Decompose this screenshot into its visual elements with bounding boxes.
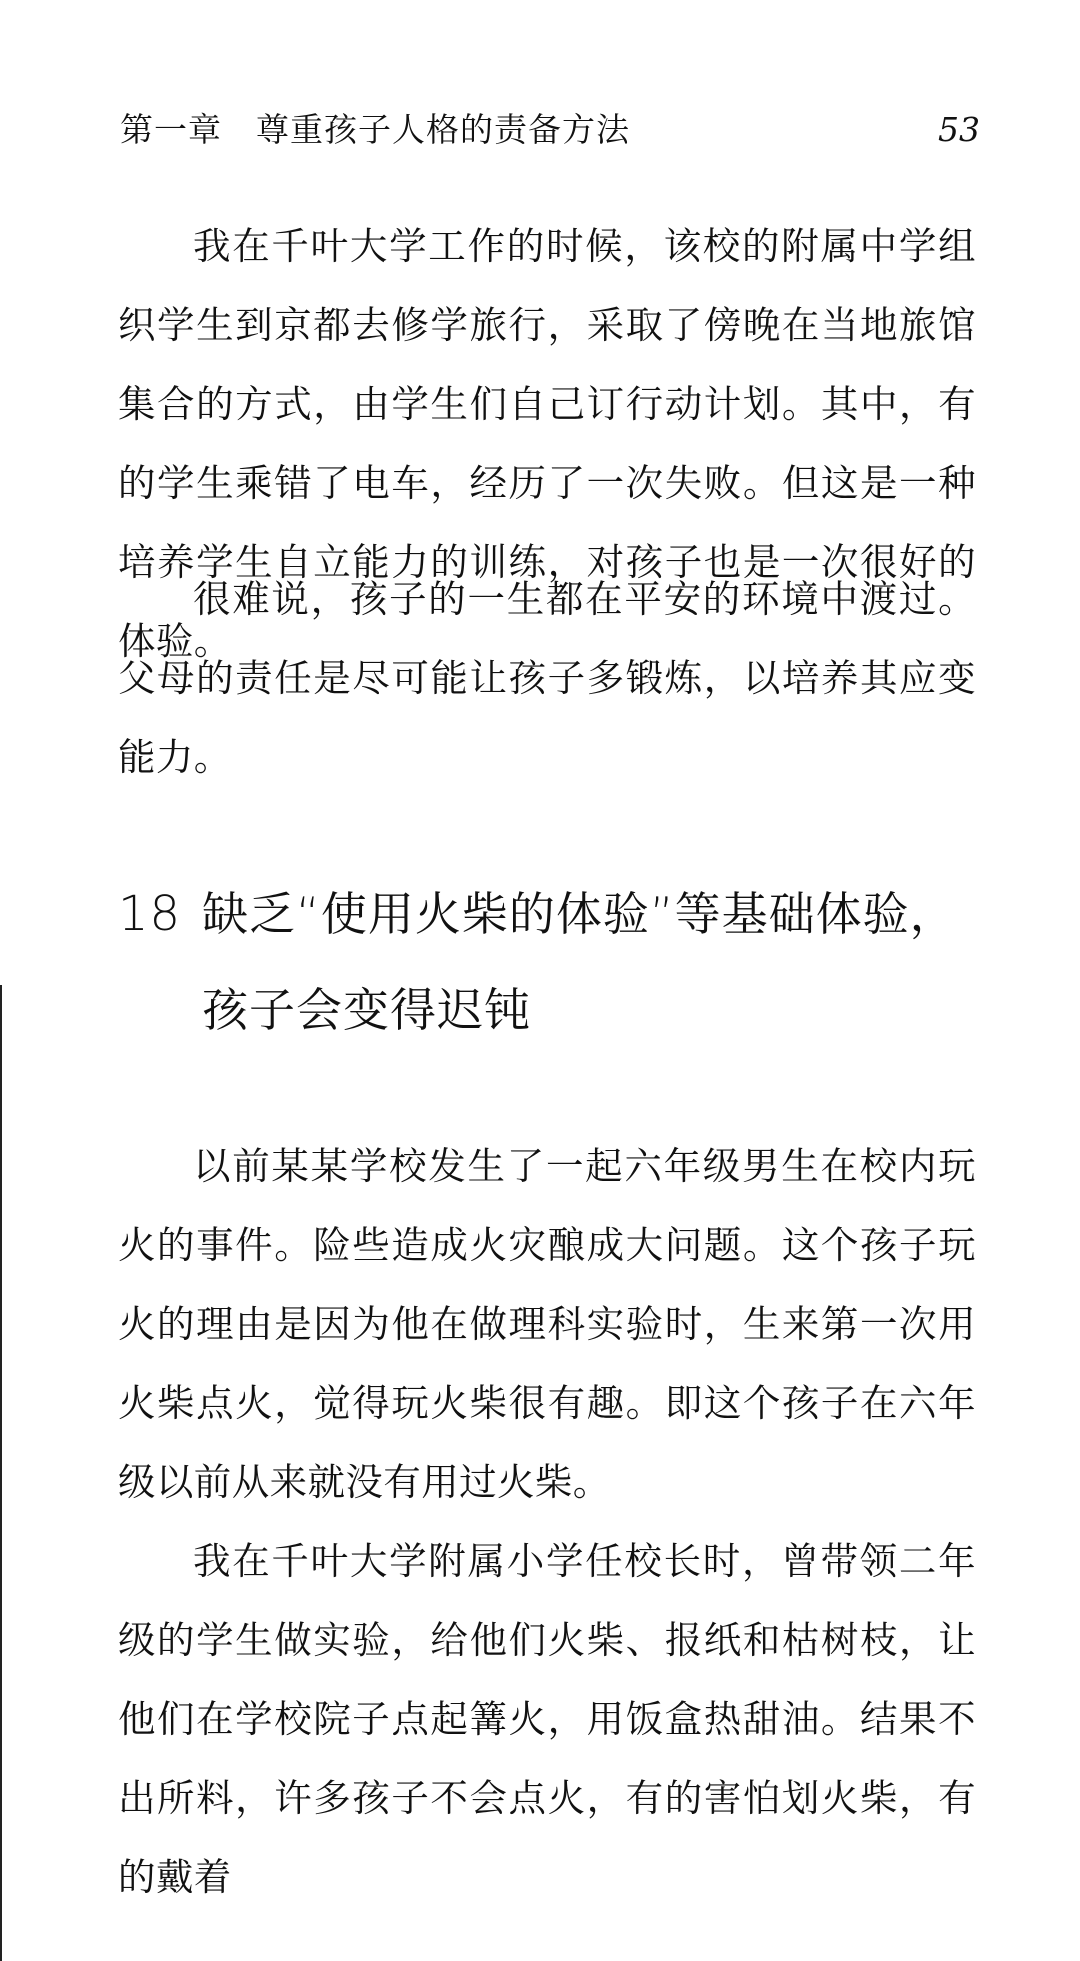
paragraph-2: 很难说，孩子的一生都在平安的环境中渡过。父母的责任是尽可能让孩子多锻炼，以培养其应变能力。 bbox=[118, 577, 976, 779]
page-number: 53 bbox=[938, 110, 980, 149]
running-header bbox=[120, 104, 980, 156]
section-number: 18 bbox=[118, 886, 182, 942]
paragraph-1: 我在千叶大学工作的时候，该校的附属中学组织学生到京都去修学旅行，采取了傍晚在当地旅馆集合的方式，由学生们自己订行动计划。其中，有的学生乘错了电车，经历了一次失败。但这是一种培养学生自立能力的训练，对孩子也是一次很好的体验。 bbox=[118, 224, 976, 663]
page-edge-line bbox=[0, 985, 2, 1961]
paragraph-3: 以前某某学校发生了一起六年级男生在校内玩火的事件。险些造成火灾酿成大问题。这个孩子玩火的理由是因为他在做理科实验时，生来第一次用火柴点火，觉得玩火柴很有趣。即这个孩子在六年级以前从来就没有用过火柴。 bbox=[118, 1144, 976, 1504]
section-title: 缺乏“使用火柴的体验”等基础体验，孩子会变得迟钝 bbox=[202, 887, 957, 1037]
section-heading bbox=[118, 866, 980, 1056]
chapter-title: 第一章 尊重孩子人格的责备方法 bbox=[120, 110, 630, 149]
paragraph-4: 我在千叶大学附属小学任校长时，曾带领二年级的学生做实验，给他们火柴、报纸和枯树枝，让他们在学校院子点起篝火，用饭盒热甜油。结果不出所料，许多孩子不会点火，有的害怕划火柴，有的戴着 bbox=[118, 1539, 976, 1899]
